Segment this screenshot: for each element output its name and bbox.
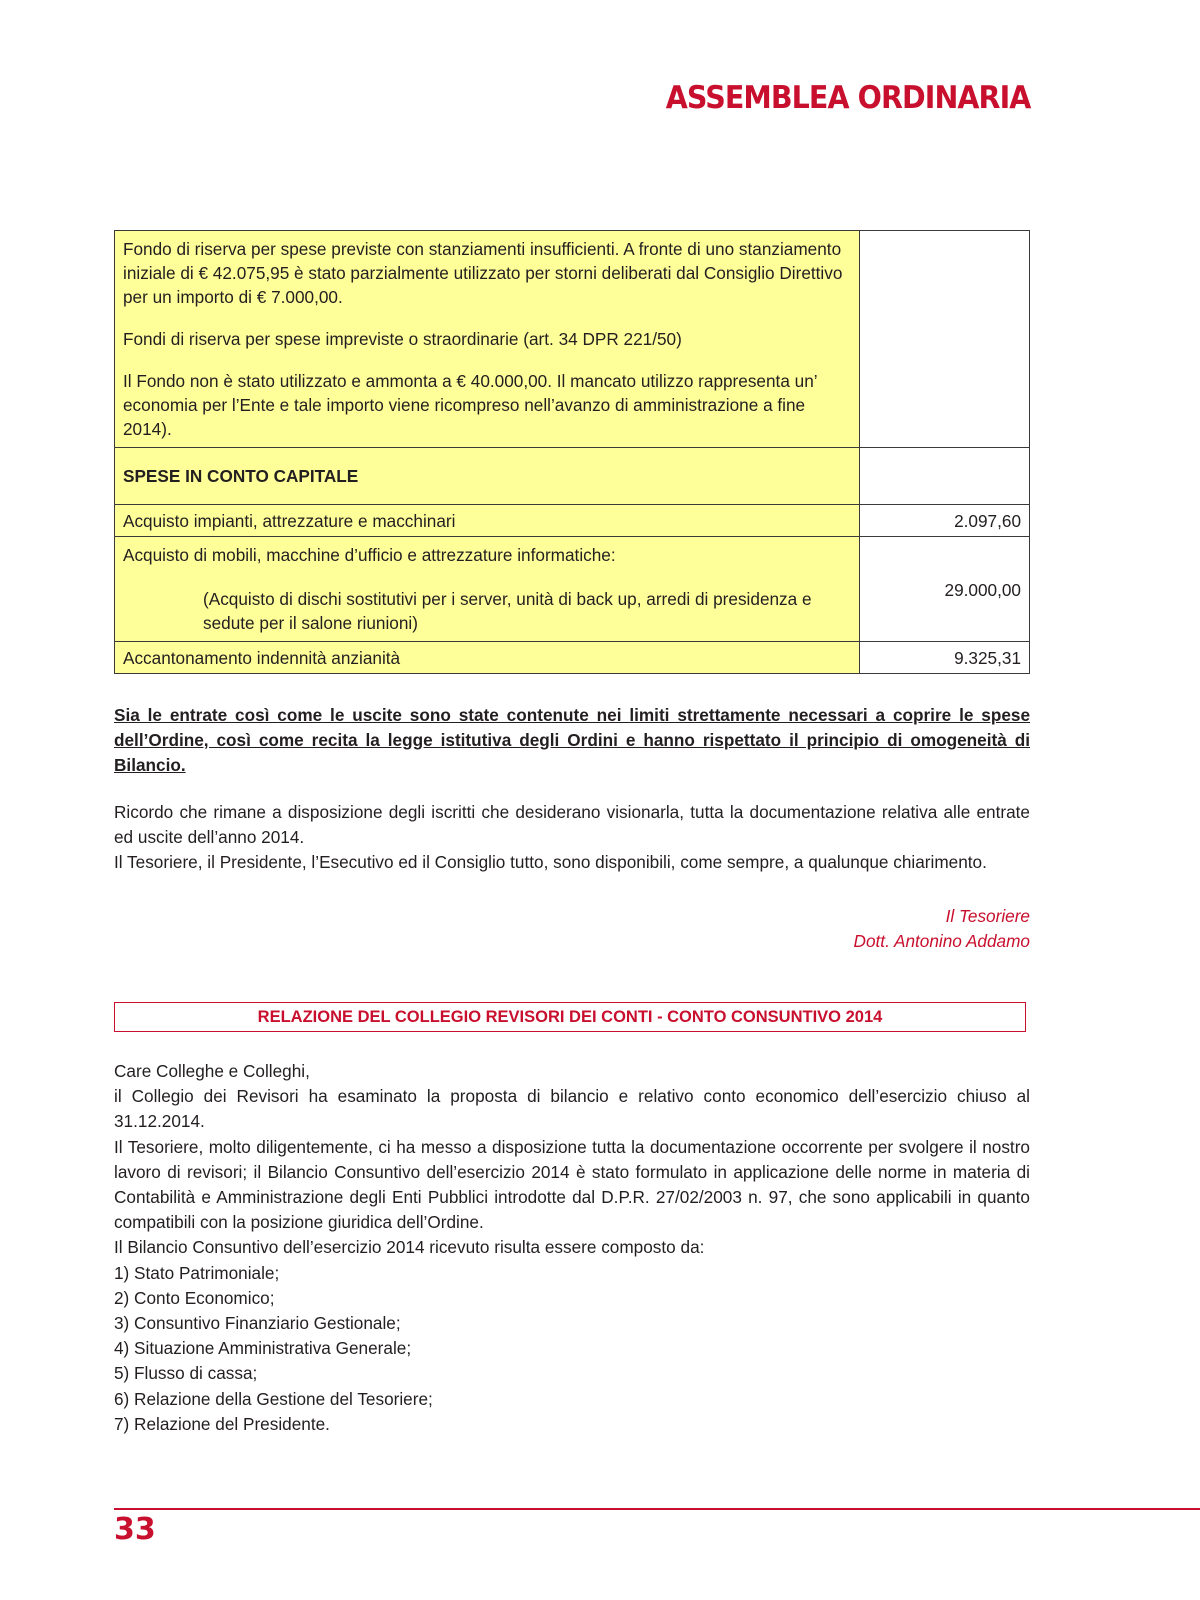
fondo-riserva-text-1: Fondo di riserva per spese previste con stanziamenti insufficienti. A fronte di uno stanziamento iniziale di € 42.075,95 è stato parzialmente utilizzato per storni deliberati dal Consiglio Direttivo per un importo di € 7.000,00. xyxy=(123,239,843,307)
fondo-riserva-description xyxy=(115,231,860,448)
revisori-report xyxy=(114,1059,1030,1437)
report-paragraph-3: Il Bilancio Consuntivo dell’esercizio 2014 ricevuto risulta essere composto da: xyxy=(114,1237,705,1258)
fondo-riserva-text-3: Il Fondo non è stato utilizzato e ammonta a € 40.000,00. Il mancato utilizzo rappresenta un’ economia per l’Ente e tale importo viene ricompreso nell’avanzo di amministrazione a fine 2014). xyxy=(123,371,817,439)
heading-amount xyxy=(860,448,1030,505)
list-item: 3) Consuntivo Finanziario Gestionale; xyxy=(114,1313,401,1334)
budget-statement: Sia le entrate così come le uscite sono state contenute nei limiti strettamente necessari a coprire le spese dell’Ordine, così come recita la legge istitutiva degli Ordini e hanno rispettato il principio di omogeneità di Bilancio. xyxy=(114,705,1030,775)
section-title-box xyxy=(114,1002,1026,1032)
table-row xyxy=(115,642,1030,674)
report-paragraph-1: il Collegio dei Revisori ha esaminato la proposta di bilancio e relativo conto economico dell’esercizio chiuso al 31.12.2014. xyxy=(114,1086,1030,1132)
table-row xyxy=(115,505,1030,537)
signature-role: Il Tesoriere xyxy=(945,906,1030,926)
closing-paragraph-1: Ricordo che rimane a disposizione degli iscritti che desiderano visionarla, tutta la documentazione relativa alle entrate ed uscite dell’anno 2014. xyxy=(114,802,1030,847)
list-item: 4) Situazione Amministrativa Generale; xyxy=(114,1338,412,1359)
footer-divider xyxy=(114,1508,1200,1510)
signature-name: Dott. Antonino Addamo xyxy=(853,931,1030,951)
page-header-title: ASSEMBLEA ORDINARIA xyxy=(665,80,1030,116)
row-label: Acquisto impianti, attrezzature e macchinari xyxy=(115,505,860,537)
row-note: (Acquisto di dischi sostitutivi per i server, unità di back up, arredi di presidenza e sedute per il salone riunioni) xyxy=(203,589,812,633)
list-item: 6) Relazione della Gestione del Tesoriere; xyxy=(114,1388,433,1409)
fondo-riserva-amount xyxy=(860,231,1030,448)
row-amount: 29.000,00 xyxy=(860,537,1030,642)
table-row xyxy=(115,537,1030,642)
budget-table xyxy=(114,230,1030,674)
table-row-heading xyxy=(115,448,1030,505)
page-number: 33 xyxy=(114,1512,156,1547)
report-list xyxy=(114,1261,1030,1437)
table-row-fondo-riserva xyxy=(115,231,1030,448)
section-title: RELAZIONE DEL COLLEGIO REVISORI DEI CONTI - CONTO CONSUNTIVO 2014 xyxy=(257,1007,883,1026)
report-paragraph-2: Il Tesoriere, molto diligentemente, ci ha messo a disposizione tutta la documentazione occorrente per svolgere il nostro lavoro di revisori; il Bilancio Consuntivo dell’esercizio 2014 è stato formulato in applicazione delle norme in materia di Contabilità e Amministrazione degli Enti Pubblici introdotte dal D.P.R. 27/02/2003 n. 97, che sono applicabili in quanto compatibili con la posizione giuridica dell’Ordine. xyxy=(114,1136,1030,1233)
signature-block xyxy=(854,904,1030,954)
list-item: 1) Stato Patrimoniale; xyxy=(114,1262,280,1283)
list-item: 5) Flusso di cassa; xyxy=(114,1363,258,1384)
row-label: Acquisto di mobili, macchine d’ufficio e attrezzature informatiche: xyxy=(123,545,616,565)
section-heading-spese-capitale: SPESE IN CONTO CAPITALE xyxy=(115,448,860,505)
closing-paragraph-2: Il Tesoriere, il Presidente, l’Esecutivo ed il Consiglio tutto, sono disponibili, come sempre, a qualunque chiarimento. xyxy=(114,852,987,872)
list-item: 2) Conto Economico; xyxy=(114,1287,275,1308)
row-label-cell xyxy=(115,537,860,642)
list-item: 7) Relazione del Presidente. xyxy=(114,1413,330,1434)
row-amount: 2.097,60 xyxy=(860,505,1030,537)
row-amount: 9.325,31 xyxy=(860,642,1030,674)
row-label: Accantonamento indennità anzianità xyxy=(115,642,860,674)
fondo-riserva-text-2: Fondi di riserva per spese impreviste o straordinarie (art. 34 DPR 221/50) xyxy=(123,329,682,349)
report-greeting: Care Colleghe e Colleghi, xyxy=(114,1061,310,1081)
